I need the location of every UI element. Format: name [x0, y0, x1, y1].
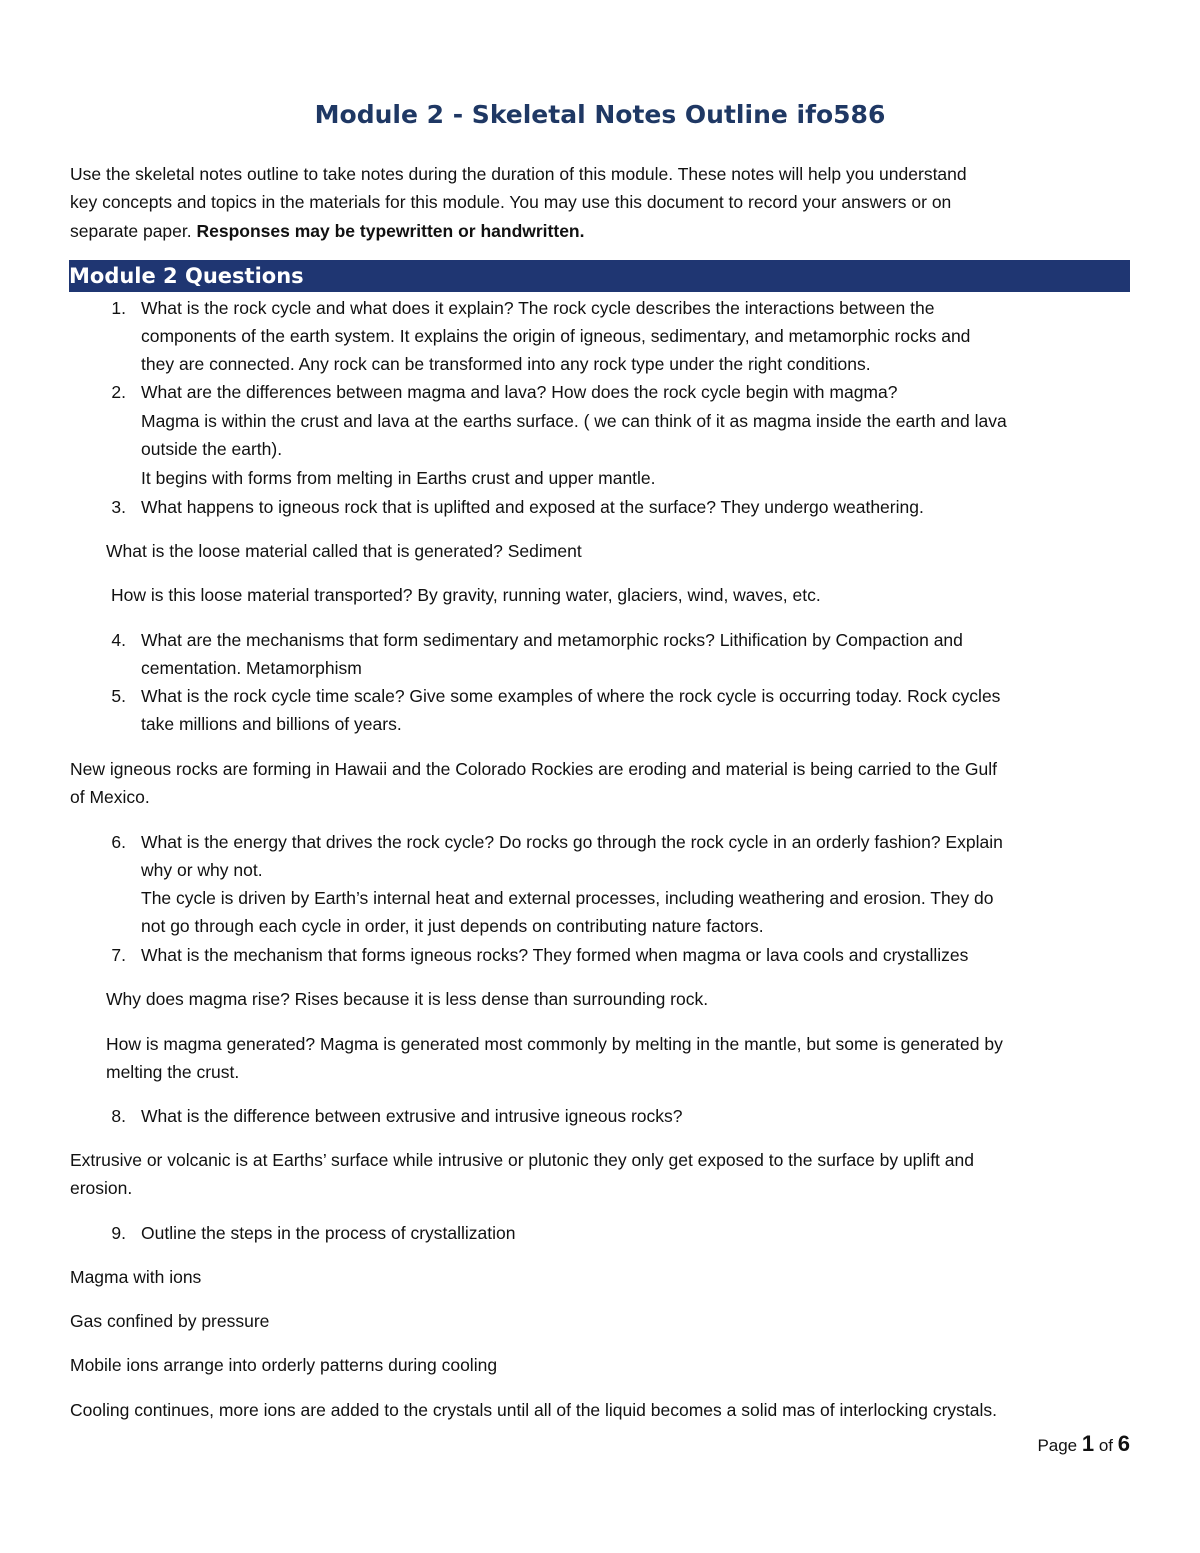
crystallization-step: Cooling continues, more ions are added to the crystals until all of the liquid becomes a solid mas of interlocking crystals. — [70, 1400, 997, 1420]
question-2-line-3: outside the earth). — [141, 439, 283, 459]
question-number: 7. — [111, 945, 126, 965]
question-2-line-4: It begins with forms from melting in Earths crust and upper mantle. — [141, 468, 656, 488]
current-page-number: 1 — [1081, 1431, 1095, 1456]
question-6-line-1: What is the energy that drives the rock cycle? Do rocks go through the rock cycle in an orderly fashion? Explain — [141, 832, 1003, 852]
crystallization-step: Mobile ions arrange into orderly patterns during cooling — [70, 1355, 498, 1375]
page-footer — [1037, 1431, 1130, 1459]
question-1-line-1: What is the rock cycle and what does it explain? The rock cycle describes the interactions between the — [141, 298, 935, 318]
question-4-line-2: cementation. Metamorphism — [141, 658, 362, 678]
page-title: Module 2 - Skeletal Notes Outline ifo586 — [314, 100, 886, 129]
intro-line-3-text: separate paper. — [70, 221, 197, 241]
intro-period: . — [579, 221, 585, 241]
crystallization-step: Magma with ions — [70, 1267, 202, 1287]
of-label: of — [1094, 1436, 1118, 1455]
question-4-line-1: What are the mechanisms that form sedimentary and metamorphic rocks? Lithification by Compaction and — [141, 630, 963, 650]
question-5-line-1: What is the rock cycle time scale? Give some examples of where the rock cycle is occurring today. Rock cycles — [141, 686, 1001, 706]
transport-answer: How is this loose material transported? By gravity, running water, glaciers, wind, waves, etc. — [111, 585, 821, 605]
question-1-line-3: they are connected. Any rock can be transformed into any rock type under the right conditions. — [141, 354, 871, 374]
question-6-line-2: why or why not. — [141, 860, 263, 880]
crystallization-step: Gas confined by pressure — [70, 1311, 270, 1331]
magma-generated-line-2: melting the crust. — [106, 1062, 240, 1082]
question-2-line-2: Magma is within the crust and lava at the earths surface. ( we can think of it as magma inside the earth and lava — [141, 411, 1007, 431]
intro-emphasis: Responses may be typewritten or handwritten — [196, 221, 580, 241]
question-2-line-1: What are the differences between magma and lava? How does the rock cycle begin with magma? — [141, 382, 898, 402]
sediment-answer: What is the loose material called that is generated? Sediment — [106, 541, 582, 561]
intro-line-2: key concepts and topics in the materials for this module. You may use this document to record your answers or on — [70, 192, 952, 212]
section-header-bar — [69, 260, 1130, 292]
question-number: 2. — [111, 382, 126, 402]
page-label: Page — [1037, 1436, 1082, 1455]
question-number: 8. — [111, 1106, 126, 1126]
question-number: 3. — [111, 497, 126, 517]
magma-rise-answer: Why does magma rise? Rises because it is less dense than surrounding rock. — [106, 989, 709, 1009]
section-title: Module 2 Questions — [69, 264, 304, 288]
intro-line-3 — [70, 220, 585, 242]
total-pages-number: 6 — [1117, 1431, 1130, 1456]
question-number: 4. — [111, 630, 126, 650]
magma-generated-line-1: How is magma generated? Magma is generated most commonly by melting in the mantle, but some is generated by — [106, 1034, 1003, 1054]
paragraph-1-line-1: New igneous rocks are forming in Hawaii and the Colorado Rockies are eroding and material is being carried to the Gulf — [70, 759, 998, 779]
paragraph-2-line-2: erosion. — [70, 1178, 133, 1198]
question-1-line-2: components of the earth system. It explains the origin of igneous, sedimentary, and metamorphic rocks and — [141, 326, 971, 346]
question-9-line-1: Outline the steps in the process of crystallization — [141, 1223, 516, 1243]
question-7-line-1: What is the mechanism that forms igneous rocks? They formed when magma or lava cools and crystallizes — [141, 945, 969, 965]
intro-line-1: Use the skeletal notes outline to take notes during the duration of this module. These notes will help you understand — [70, 164, 967, 184]
question-number: 1. — [111, 298, 126, 318]
question-6-line-4: not go through each cycle in order, it just depends on contributing nature factors. — [141, 916, 764, 936]
question-number: 5. — [111, 686, 126, 706]
question-number: 6. — [111, 832, 126, 852]
question-number: 9. — [111, 1223, 126, 1243]
question-3-line-1: What happens to igneous rock that is uplifted and exposed at the surface? They undergo weathering. — [141, 497, 924, 517]
paragraph-1-line-2: of Mexico. — [70, 787, 150, 807]
question-6-line-3: The cycle is driven by Earth’s internal heat and external processes, including weathering and erosion. They do — [141, 888, 994, 908]
paragraph-2-line-1: Extrusive or volcanic is at Earths’ surface while intrusive or plutonic they only get exposed to the surface by uplift and — [70, 1150, 974, 1170]
question-8-line-1: What is the difference between extrusive and intrusive igneous rocks? — [141, 1106, 683, 1126]
question-5-line-2: take millions and billions of years. — [141, 714, 402, 734]
